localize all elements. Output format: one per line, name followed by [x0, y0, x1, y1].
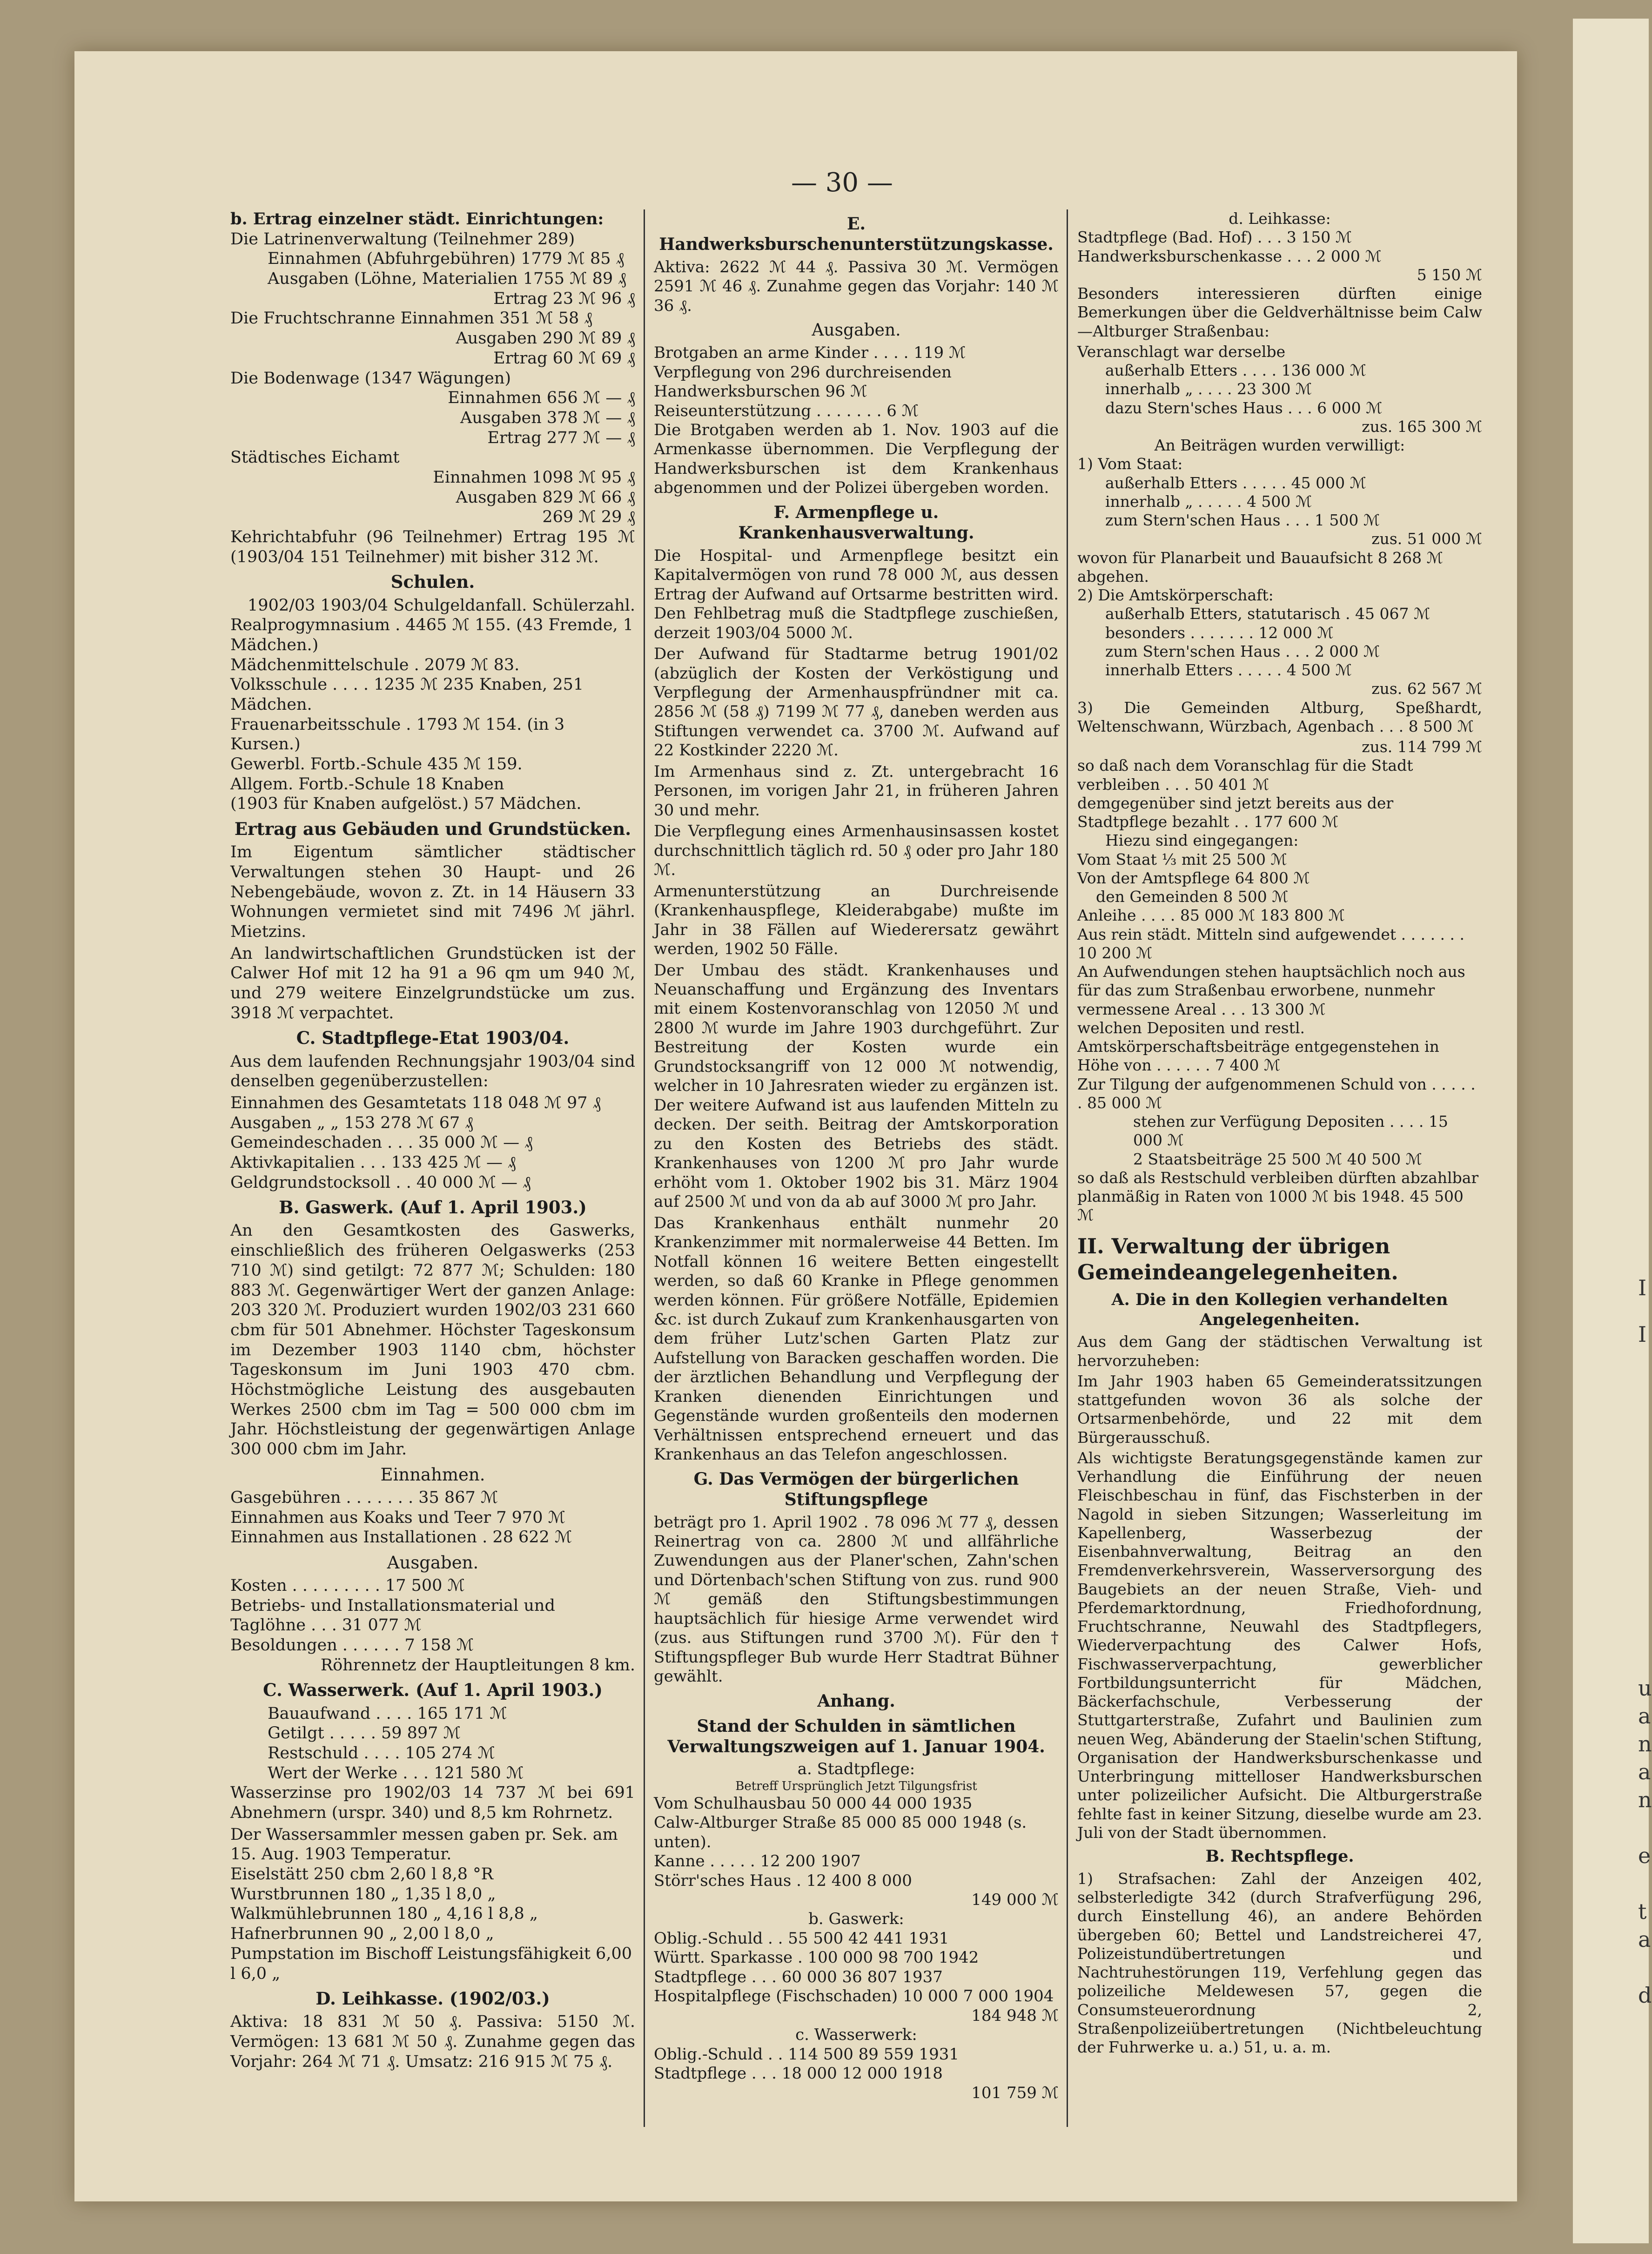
line: Anleihe . . . . 85 000 ℳ 183 800 ℳ: [1077, 906, 1345, 925]
section-heading: Ertrag aus Gebäuden und Grundstücken.: [234, 819, 631, 840]
paragraph: Der Umbau des städt. Krankenhauses und Neuanschaffung und Ergänzung des Inventars mit einem Kostenvoranschlag von 12050 ℳ und 2800 ℳ wurde im Jahre 1903 durchgeführt. Zur Bestreitung der Kosten wurde ein Grundstocksangriff von 12 000 ℳ notwendig, welcher in 10 Jahresraten wieder zu ergänzen ist. Der weitere Aufwand ist aus laufenden Mitteln zu decken. Der seith. Beitrag der Amtskorporation zu den Kosten des Betriebs des städt. Krankenhauses von 1200 ℳ pro Jahr wurde erhöht vom 1. Oktober 1902 bis 31. März 1904 auf 2500 ℳ und von da ab auf 3000 ℳ pro Jahr.: [654, 961, 1059, 1211]
section-heading: C. Wasserwerk. (Auf 1. April 1903.): [263, 1680, 603, 1701]
line: Stadtpflege (Bad. Hof) . . . 3 150 ℳ: [1077, 228, 1352, 247]
line: außerhalb Etters . . . . . 45 000 ℳ: [1105, 473, 1366, 492]
line: Einnahmen des Gesamtetats 118 048 ℳ 97 ₰: [230, 1093, 601, 1112]
line: dazu Stern'sches Haus . . . 6 000 ℳ: [1105, 398, 1383, 417]
section-heading: E. Handwerksburschenunterstützungskasse.: [659, 214, 1054, 254]
line: Gasgebühren . . . . . . . 35 867 ℳ: [230, 1488, 498, 1507]
line: Einnahmen 1098 ℳ 95 ₰: [433, 468, 635, 487]
table-row: Hafnerbrunnen 90 „ 2,00 l 8,0 „: [230, 1924, 494, 1944]
section-heading: C. Stadtpflege-Etat 1903/04.: [296, 1028, 570, 1049]
paragraph: Die Hospital- und Armenpflege besitzt ein Kapitalvermögen von rund 78 000 ℳ, aus dessen Ertrag der Aufwand auf Ortsarme bestritten wird. Den Fehlbetrag muß die Stadtpflege zuschießen, derzeit 1903/04 5000 ℳ.: [654, 546, 1059, 642]
paragraph: An den Gesamtkosten des Gaswerks, einschließlich des früheren Oelgaswerks (253 710 ℳ) sind getilgt: 72 877 ℳ; Schulden: 180 883 ℳ. Gegenwärtiger Wert der ganzen Anlage: 203 320 ℳ. Produziert wurden 1902/03 231 660 cbm für 501 Abnehmer. Höchster Tageskonsum im Dezember 1903 1140 cbm, höchster Tageskonsum im Juni 1903 470 cbm. Höchstmögliche Leistung des ausgebauten Werkes 2500 cbm im Tag = 500 000 cbm im Jahr. Höchstleistung der gegenwärtigen Anlage 300 000 cbm im Jahr.: [230, 1221, 635, 1459]
column-1: [230, 209, 635, 2127]
line: außerhalb Etters . . . . 136 000 ℳ: [1105, 361, 1366, 379]
table-row: 101 759 ℳ: [971, 2083, 1059, 2102]
paragraph: Besonders interessieren dürften einige Bemerkungen über die Geldverhältnisse beim Calw—Altburger Straßenbau:: [1077, 284, 1482, 340]
line: Einnahmen (Abfuhrgebühren) 1779 ℳ 85 ₰: [268, 249, 625, 269]
line: Die Bodenwage (1347 Wägungen): [230, 369, 511, 388]
table-row: Hospitalpflege (Fischschaden) 10 000 7 000 1904: [654, 1987, 1054, 2006]
line: Röhrennetz der Hauptleitungen 8 km.: [320, 1655, 635, 1675]
line: Ausgaben (Löhne, Materialien 1755 ℳ 89 ₰: [268, 269, 626, 289]
paragraph: Aktiva: 18 831 ℳ 50 ₰. Passiva: 5150 ℳ. Vermögen: 13 681 ℳ 50 ₰. Zunahme gegen das Vorjahr: 264 ℳ 71 ₰. Umsatz: 216 915 ℳ 75 ₰.: [230, 2012, 635, 2071]
line: so daß als Restschuld verbleiben dürften abzahlbar planmäßig in Raten von 1000 ℳ bis 1948. 45 500 ℳ: [1077, 1168, 1479, 1225]
line: Reiseunterstützung . . . . . . . 6 ℳ: [654, 401, 919, 420]
section-heading: A. Die in den Kollegien verhandelten Angelegenheiten.: [1111, 1290, 1448, 1329]
line: Die Latrinenverwaltung (Teilnehmer 289): [230, 229, 575, 249]
line: innerhalb Etters . . . . . 4 500 ℳ: [1105, 661, 1352, 679]
line: 2 Staatsbeiträge 25 500 ℳ 40 500 ℳ: [1133, 1150, 1422, 1168]
paragraph: Im Jahr 1903 haben 65 Gemeinderatssitzungen stattgefunden wovon 36 als solche der Ortsarmenbehörde, und 22 mit dem Bürgerausschuß.: [1077, 1372, 1482, 1447]
line: außerhalb Etters, statutarisch . 45 067 ℳ: [1105, 605, 1430, 623]
paragraph: Als wichtigste Beratungsgegenstände kamen zur Verhandlung die Einführung der neuen Fleischbeschau in fünf, das Fischsterben in der Nagold in sieben Sitzungen; Wasserleitung im Kapellenberg, Wasserbezug der Eisenbahnverwaltung, Beitrag an den Fremdenverkehrsverein, Wasserversorgung des Baugebiets an der neuen Straße, Vieh- und Pferdemarktordnung, Friedhofordnung, Fruchtschranne, Neuwahl des Stadtpflegers, Wiederverpachtung des Calwer Hofs, Fischwasserverpachtung, gewerblicher Fortbildungsunterricht für Mädchen, Bäckerfachschule, Verbesserung der Stuttgarterstraße, Zufahrt und Baulinien zum neuen Weg, Abänderung der Staelin'schen Stiftung, Organisation der Handwerksburschenkasse und Unterbringung mittelloser Handwerksburschen unter polizeilicher Aufsicht. Die Altburgerstraße fehlte fast in keiner Sitzung, dieselbe wurde am 23. Juli von der Stadt übernommen.: [1077, 1448, 1482, 1842]
bleed-char: n: [1638, 1787, 1652, 1812]
column-3: [1077, 209, 1482, 2127]
table-header: Betreff Ursprünglich Jetzt Tilgungsfrist: [735, 1779, 977, 1793]
line: Gemeindeschaden . . . 35 000 ℳ — ₰: [230, 1133, 533, 1152]
line: Einnahmen aus Koaks und Teer 7 970 ℳ: [230, 1508, 566, 1527]
section-heading: B. Gaswerk. (Auf 1. April 1903.): [279, 1197, 587, 1218]
line: den Gemeinden 8 500 ℳ: [1096, 888, 1289, 906]
line: 5 150 ℳ: [1417, 265, 1482, 284]
subsection-heading: b. Gaswerk:: [808, 1910, 904, 1929]
line: Wert der Werke . . . 121 580 ℳ: [268, 1763, 524, 1783]
table-row: Württ. Sparkasse . 100 000 98 700 1942: [654, 1948, 979, 1967]
line: Kosten . . . . . . . . . 17 500 ℳ: [230, 1576, 465, 1595]
paragraph: Die Verpflegung eines Armenhausinsassen kostet durchschnittlich täglich rd. 50 ₰ oder pro Jahr 180 ℳ.: [654, 822, 1059, 880]
table-row: 184 948 ℳ: [971, 2006, 1059, 2025]
section-heading: D. Leihkasse. (1902/03.): [316, 1988, 550, 2009]
line: Hiezu sind eingegangen:: [1105, 831, 1299, 850]
line: Aus rein städt. Mitteln sind aufgewendet . . . . . . . 10 200 ℳ: [1077, 925, 1464, 962]
line: zus. 165 300 ℳ: [1362, 417, 1482, 436]
section-heading: Ausgaben.: [812, 321, 901, 340]
line: Ausgaben 829 ℳ 66 ₰: [456, 488, 635, 507]
line: Getilgt . . . . . 59 897 ℳ: [268, 1724, 461, 1743]
line: Einnahmen 656 ℳ — ₰: [448, 389, 635, 408]
line: zus. 62 567 ℳ: [1371, 680, 1482, 698]
section-heading: G. Das Vermögen der bürgerlichen Stiftungspflege: [693, 1469, 1019, 1509]
paragraph: Im Eigentum sämtlicher städtischer Verwaltungen stehen 30 Haupt- und 26 Nebengebäude, wovon z. Zt. in 14 Häusern 33 Wohnungen vermietet sind mit 7496 ℳ jährl. Mietzins.: [230, 843, 635, 941]
line: 269 ℳ 29 ₰: [542, 508, 635, 527]
line: zum Stern'schen Haus . . . 1 500 ℳ: [1105, 511, 1380, 529]
adjacent-page-edge: [1573, 19, 1652, 2243]
table-header: Der Wassersammler messen gaben pr. Sek. am 15. Aug. 1903 Temperatur.: [230, 1825, 618, 1864]
bleed-char: e: [1638, 1843, 1651, 1868]
line: Vom Staat ⅓ mit 25 500 ℳ: [1077, 850, 1287, 868]
paragraph: Der Aufwand für Stadtarme betrug 1901/02 (abzüglich der Kosten der Verköstigung und Verpflegung der Armenhauspfründner mit ca. 2856 ℳ (58 ₰) 7199 ℳ 77 ₰, daneben werden aus Stiftungen verwendet ca. 3700 ℳ. Aufwand auf 22 Kostkinder 2220 ℳ.: [654, 645, 1059, 760]
line: Städtisches Eichamt: [230, 448, 400, 467]
table-row: Frauenarbeitsschule . 1793 ℳ 154. (in 3 Kursen.): [230, 715, 565, 754]
line: 1) Vom Staat:: [1077, 455, 1183, 473]
paragraph: Die Brotgaben werden ab 1. Nov. 1903 auf die Armenkasse übernommen. Die Verpflegung der Handwerksburschen ist dem Krankenhaus abgenommen und der Polizei übergeben worden.: [654, 421, 1059, 498]
bleed-char: I: [1638, 1275, 1647, 1300]
subsection-heading: d. Leihkasse:: [1229, 209, 1331, 228]
line: Zur Tilgung der aufgenommenen Schuld von . . . . . . 85 000 ℳ: [1077, 1075, 1476, 1112]
table-row: Eiselstätt 250 cbm 2,60 l 8,8 °R: [230, 1865, 494, 1884]
line: zus. 51 000 ℳ: [1371, 530, 1482, 548]
bleed-char: a: [1638, 1927, 1651, 1952]
section-heading: Einnahmen.: [380, 1464, 485, 1485]
line: zus. 114 799 ℳ: [1362, 738, 1482, 756]
table-row: Kanne . . . . . 12 200 1907: [654, 1852, 861, 1871]
table-row: Vom Schulhausbau 50 000 44 000 1935: [654, 1794, 973, 1813]
page-number: — 30 —: [791, 168, 893, 198]
bleed-char: a: [1638, 1703, 1651, 1729]
line: Bauaufwand . . . . 165 171 ℳ: [268, 1704, 507, 1723]
bleed-char: a: [1638, 1759, 1651, 1784]
table-row: (1903 für Knaben aufgelöst.) 57 Mädchen.: [230, 794, 582, 814]
line: Ertrag 60 ℳ 69 ₰: [493, 349, 635, 368]
line: Die Fruchtschranne Einnahmen 351 ℳ 58 ₰: [230, 309, 592, 328]
paragraph: An landwirtschaftlichen Grundstücken ist der Calwer Hof mit 12 ha 91 a 96 qm um 940 ℳ, und 279 weitere Einzelgrundstücke um zus. 3918 ℳ verpachtet.: [230, 944, 635, 1023]
bleed-char: u: [1638, 1675, 1652, 1701]
line: Ertrag 277 ℳ — ₰: [487, 428, 635, 447]
table-row: Volksschule . . . . 1235 ℳ 235 Knaben, 251 Mädchen.: [230, 675, 584, 714]
paragraph: Aus dem Gang der städtischen Verwaltung ist hervorzuheben:: [1077, 1332, 1482, 1370]
table-row: Allgem. Fortb.-Schule 18 Knaben: [230, 774, 504, 794]
section-heading: II. Verwaltung der übrigen Gemeindeangelegenheiten.: [1077, 1233, 1398, 1285]
line: Brotgaben an arme Kinder . . . . 119 ℳ: [654, 343, 966, 363]
line: Aktivkapitalien . . . 133 425 ℳ — ₰: [230, 1153, 516, 1172]
line: besonders . . . . . . . 12 000 ℳ: [1105, 623, 1334, 642]
bleed-char: n: [1638, 1731, 1652, 1756]
column-rule: [644, 209, 645, 2127]
line: Veranschlagt war derselbe: [1077, 342, 1286, 361]
line: Besoldungen . . . . . . 7 158 ℳ: [230, 1636, 474, 1655]
table-row: Calw-Altburger Straße 85 000 85 000 1948 (s. unten).: [654, 1813, 1027, 1851]
line: welchen Depositen und restl. Amtskörperschaftsbeiträge entgegenstehen in Höhe von . . . . . . 7 400 ℳ: [1077, 1018, 1439, 1075]
table-row: Oblig.-Schuld . . 114 500 89 559 1931: [654, 2045, 959, 2064]
table-row: Gewerbl. Fortb.-Schule 435 ℳ 159.: [230, 755, 523, 774]
table-header: 1902/03 1903/04 Schulgeldanfall. Schülerzahl.: [248, 596, 635, 615]
subsection-heading: c. Wasserwerk:: [795, 2025, 917, 2045]
table-row: Pumpstation im Bischoff Leistungsfähigkeit 6,00 l 6,0 „: [230, 1944, 632, 1983]
table-row: Stadtpflege . . . 60 000 36 807 1937: [654, 1967, 943, 1986]
column-rule: [1067, 209, 1068, 2127]
subsection-heading: a. Stadtpflege:: [797, 1760, 915, 1779]
section-heading: F. Armenpflege u. Krankenhausverwaltung.: [738, 502, 974, 543]
line: wovon für Planarbeit und Bauaufsicht 8 268 ℳ abgehen.: [1077, 548, 1443, 585]
section-heading: B. Rechtspflege.: [1205, 1847, 1354, 1866]
line: An Beiträgen wurden verwilligt:: [1154, 436, 1405, 454]
column-2: [654, 209, 1059, 2127]
line: Restschuld . . . . 105 274 ℳ: [268, 1743, 495, 1763]
line: Ausgaben „ „ 153 278 ℳ 67 ₰: [230, 1113, 473, 1132]
section-heading: b. Ertrag einzelner städt. Einrichtungen:: [230, 209, 604, 229]
line: Betriebs- und Installationsmaterial und Taglöhne . . . 31 077 ℳ: [230, 1596, 555, 1635]
paragraph: Aus dem laufenden Rechnungsjahr 1903/04 sind denselben gegenüberzustellen:: [230, 1052, 635, 1091]
table-row: Mädchenmittelschule . 2079 ℳ 83.: [230, 655, 520, 674]
bleed-char: t: [1638, 1899, 1647, 1924]
line: innerhalb „ . . . . 23 300 ℳ: [1105, 380, 1312, 398]
line: stehen zur Verfügung Depositen . . . . 15 000 ℳ: [1133, 1112, 1448, 1150]
table-row: Walkmühlebrunnen 180 „ 4,16 l 8,8 „: [230, 1904, 538, 1924]
line: so daß nach dem Voranschlag für die Stadt verbleiben . . . 50 401 ℳ: [1077, 756, 1413, 794]
table-row: Störr'sches Haus . 12 400 8 000: [654, 1871, 912, 1890]
table-row: 149 000 ℳ: [971, 1891, 1059, 1909]
table-row: Realprogymnasium . 4465 ℳ 155. (43 Fremde, 1 Mädchen.): [230, 616, 634, 654]
section-heading: Anhang.: [817, 1691, 895, 1711]
line: Ausgaben 378 ℳ — ₰: [460, 408, 635, 427]
line: demgegenüber sind jetzt bereits aus der Stadtpflege bezahlt . . 177 600 ℳ: [1077, 794, 1394, 831]
line: Handwerksburschenkasse . . . 2 000 ℳ: [1077, 247, 1382, 265]
line: Geldgrundstocksoll . . 40 000 ℳ — ₰: [230, 1173, 531, 1192]
line: Ertrag 23 ℳ 96 ₰: [493, 289, 635, 308]
line: Verpflegung von 296 durchreisenden Handwerksburschen 96 ℳ: [654, 363, 952, 401]
paragraph: 3) Die Gemeinden Altburg, Speßhardt, Weltenschwann, Würzbach, Agenbach . . . 8 500 ℳ: [1077, 698, 1482, 735]
paragraph: Im Armenhaus sind z. Zt. untergebracht 16 Personen, im vorigen Jahr 21, in früheren Jahren 30 und mehr.: [654, 762, 1059, 820]
table-row: Wurstbrunnen 180 „ 1,35 l 8,0 „: [230, 1884, 496, 1904]
line: Ausgaben 290 ℳ 89 ₰: [456, 329, 635, 348]
line: innerhalb „ . . . . . 4 500 ℳ: [1105, 492, 1312, 511]
paragraph: Wasserzinse pro 1902/03 14 737 ℳ bei 691 Abnehmern (urspr. 340) und 8,5 km Rohrnetz.: [230, 1783, 635, 1822]
table-row: Stadtpflege . . . 18 000 12 000 1918: [654, 2064, 943, 2083]
paragraph: Armenunterstützung an Durchreisende (Krankenhauspflege, Kleiderabgabe) mußte im Jahr in 38 Fällen auf Wiederersatz gewährt werden, 1902 50 Fälle.: [654, 881, 1059, 959]
line: An Aufwendungen stehen hauptsächlich noch aus für das zum Straßenbau erworbene, nunmehr vermessene Areal . . . 13 300 ℳ: [1077, 962, 1465, 1018]
line: zum Stern'schen Haus . . . 2 000 ℳ: [1105, 642, 1380, 660]
table-row: Oblig.-Schuld . . 55 500 42 441 1931: [654, 1929, 949, 1948]
line: Einnahmen aus Installationen . 28 622 ℳ: [230, 1528, 572, 1547]
bleed-char: I: [1638, 1322, 1647, 1347]
paragraph: Das Krankenhaus enthält nunmehr 20 Krankenzimmer mit normalerweise 44 Betten. Im Notfall können 16 weitere Betten eingestellt werden, so daß 60 Kranke in Pflege genommen werden können. Für größere Notfälle, Epidemien &c. ist durch Zukauf zum Krankenhausgarten von dem früher Lutz'schen Garten Platz zur Aufstellung von Baracken geschaffen worden. Die der ärztlichen Behandlung und Verpflegung der Kranken dienenden Einrichtungen und Gegenstände wurden großenteils den modernen Verhältnissen entsprechend erneuert und das Krankenhaus an das Telefon angeschlossen.: [654, 1213, 1059, 1464]
line: Von der Amtspflege 64 800 ℳ: [1077, 868, 1310, 887]
section-heading: Ausgaben.: [387, 1552, 479, 1573]
line: 2) Die Amtskörperschaft:: [1077, 586, 1274, 604]
paragraph: 1) Strafsachen: Zahl der Anzeigen 402, selbsterledigte 342 (durch Strafverfügung 296, durch Einstellung 46), an andere Behörden übergeben 60; Bettel und Landstreicherei 47, Polizeistundübertretungen und Nachtruhestörungen 119, Verfehlung gegen das polizeiliche Meldewesen 57, gegen die Consumsteuerordnung 2, Straßenpolizeiübertretungen (Nichtbeleuchtung der Fuhrwerke u. a.) 51, u. a. m.: [1077, 1869, 1482, 2057]
paragraph: Aktiva: 2622 ℳ 44 ₰. Passiva 30 ℳ. Vermögen 2591 ℳ 46 ₰. Zunahme gegen das Vorjahr: 140 ℳ 36 ₰.: [654, 257, 1059, 315]
section-heading: Stand der Schulden in sämtlichen Verwaltungszweigen auf 1. Januar 1904.: [667, 1716, 1045, 1756]
section-heading: Schulen.: [390, 572, 475, 592]
paragraph: Kehrichtabfuhr (96 Teilnehmer) Ertrag 195 ℳ (1903/04 151 Teilnehmer) mit bisher 312 ℳ.: [230, 528, 635, 566]
bleed-char: d: [1638, 1983, 1652, 2008]
paragraph: beträgt pro 1. April 1902 . 78 096 ℳ 77 ₰, dessen Reinertrag von ca. 2800 ℳ und allfährliche Zuwendungen aus der Planer'schen, Zahn'schen und Dörtenbach'schen Stiftung von zus. rund 900 ℳ gemäß den Stiftungsbestimmungen hauptsächlich für hiesige Arme verwendet wird (zus. aus Stiftungen rund 3700 ℳ). Für den † Stiftungspfleger Bub wurde Herr Stadtrat Bühner gewählt.: [654, 1513, 1059, 1686]
